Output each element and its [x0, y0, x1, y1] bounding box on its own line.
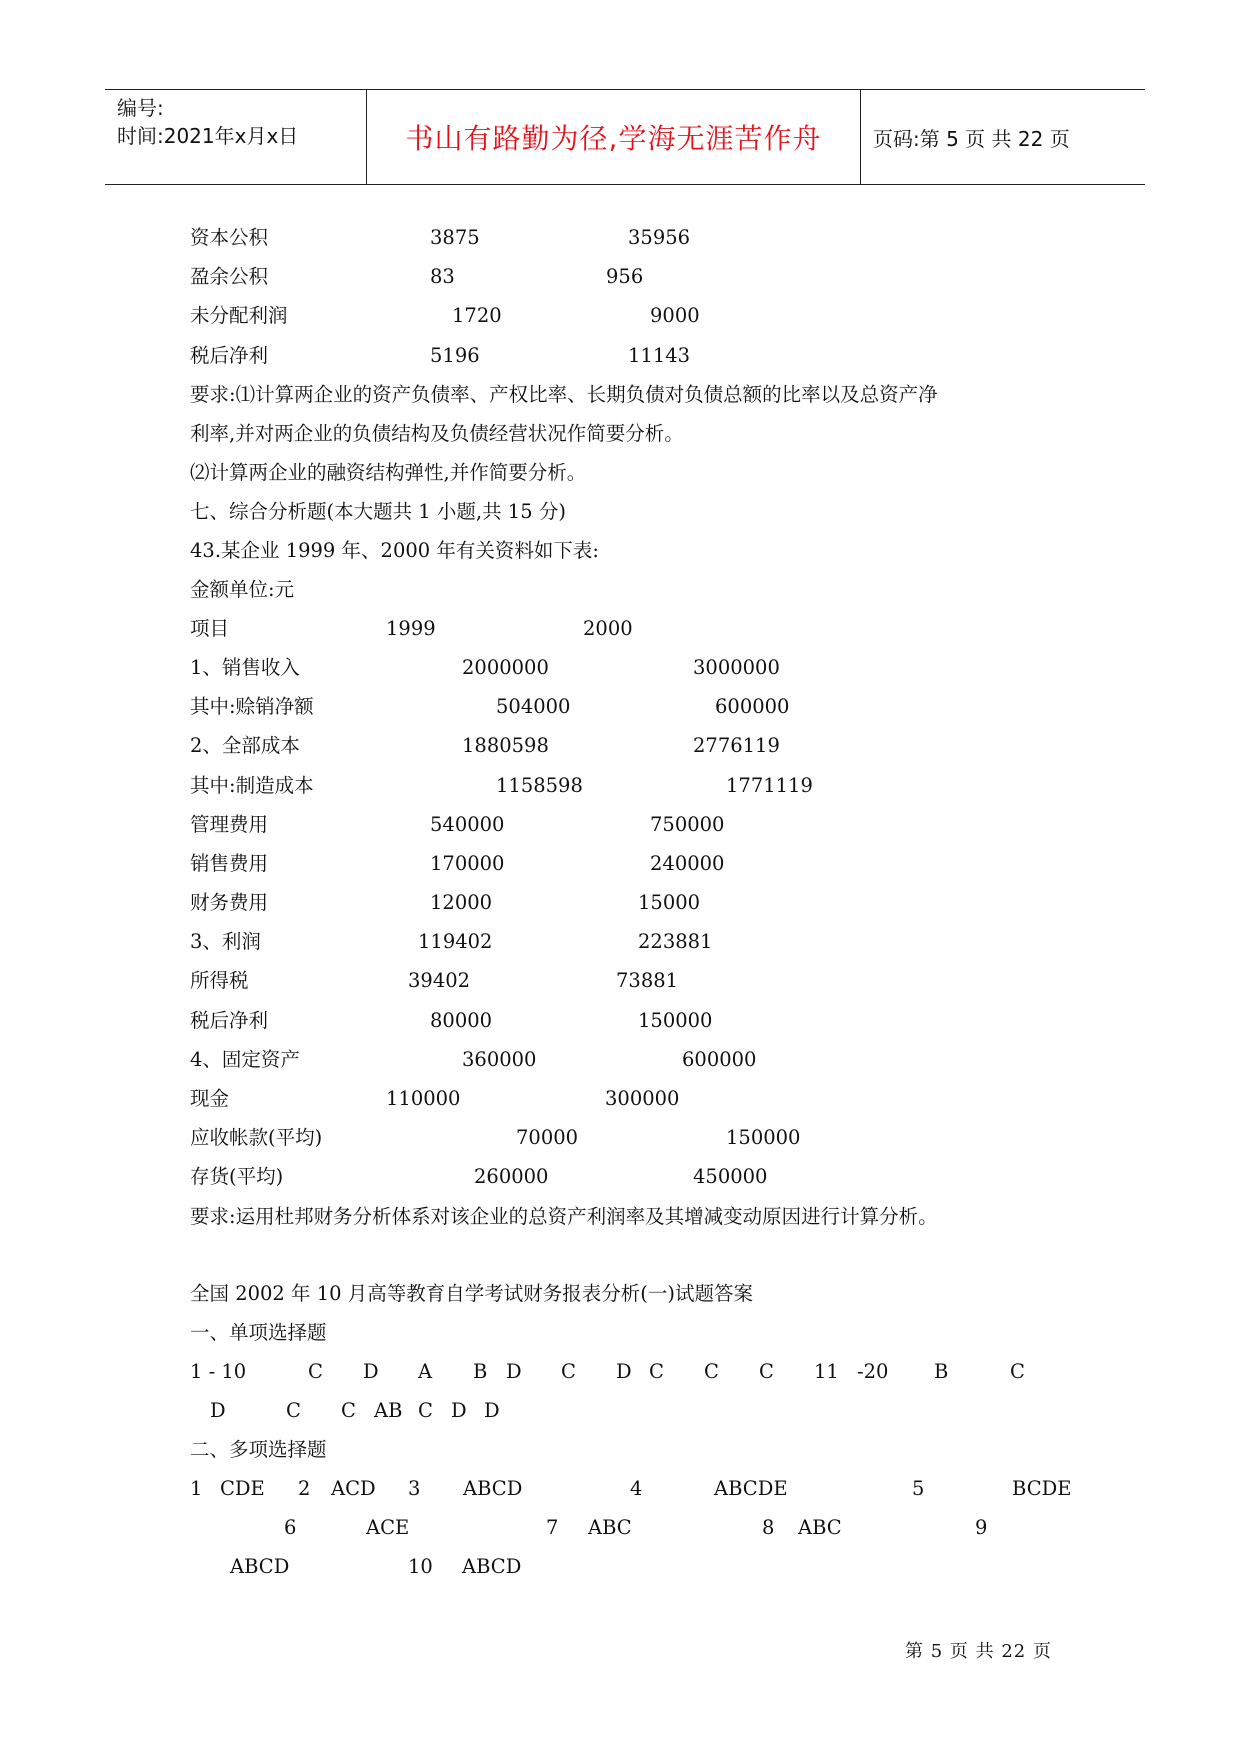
table-row — [190, 1001, 1090, 1040]
table-row — [190, 1040, 1090, 1079]
document-body — [190, 218, 1090, 1587]
answer-token: C — [418, 1398, 433, 1422]
single-choice-answers-line-1 — [190, 1352, 1090, 1391]
answer-token: C — [704, 1359, 719, 1383]
row-value-a: 39402 — [408, 969, 471, 993]
row-value-b: 35956 — [628, 226, 691, 249]
table-row — [190, 844, 1090, 883]
financial-table — [190, 609, 1090, 1197]
row-item: 税后净利 — [190, 343, 269, 367]
row-item: 其中:制造成本 — [190, 773, 314, 797]
answer-token: 4 — [630, 1476, 643, 1500]
answer-token: 1 — [190, 1476, 203, 1500]
answer-token: B — [934, 1359, 949, 1383]
table-row — [190, 218, 1090, 257]
requirement-43: 要求:运用杜邦财务分析体系对该企业的总资产利润率及其增减变动原因进行计算分析。 — [190, 1204, 938, 1228]
answer-token: C — [286, 1398, 301, 1422]
requirement-1-line-2: 利率,并对两企业的负债结构及负债经营状况作简要分析。 — [190, 421, 684, 445]
row-value-b: 150000 — [638, 1008, 713, 1032]
row-value-b: 956 — [606, 265, 644, 289]
page-footer: 第 5 页 共 22 页 — [905, 1641, 1052, 1662]
answer-token: ACD — [331, 1476, 376, 1500]
row-item: 所得税 — [190, 969, 249, 993]
table-row — [190, 726, 1090, 765]
row-value-a: 1158598 — [496, 773, 583, 797]
row-value-a: 3875 — [430, 226, 480, 249]
motto: 书山有路勤为径,学海无涯苦作舟 — [367, 90, 861, 184]
table-row — [190, 336, 1090, 375]
row-item: 4、固定资产 — [190, 1047, 300, 1071]
row-value-b: 300000 — [605, 1087, 680, 1110]
answer-token: 3 — [408, 1476, 421, 1500]
answer-token: D — [451, 1398, 467, 1422]
row-value-b: 9000 — [650, 304, 700, 328]
answer-token: 1 - 10 — [190, 1359, 247, 1383]
multi-choice-answers-line-2 — [190, 1508, 1090, 1547]
section-7-heading: 七、综合分析题(本大题共 1 小题,共 15 分) — [190, 499, 566, 523]
balance-table — [190, 218, 1090, 375]
row-item: 财务费用 — [190, 891, 269, 915]
row-value-a: 360000 — [462, 1047, 537, 1071]
row-item: 税后净利 — [190, 1008, 269, 1032]
row-value-a: 2000000 — [462, 655, 549, 679]
row-item: 管理费用 — [190, 812, 269, 836]
answer-token: 10 — [408, 1555, 433, 1579]
row-value-b: 11143 — [628, 343, 691, 367]
row-value-a: 80000 — [430, 1008, 493, 1032]
row-value-b: 450000 — [693, 1165, 768, 1189]
row-value-b: 2776119 — [693, 734, 780, 758]
row-value-a: 70000 — [516, 1126, 579, 1150]
answer-token: A — [418, 1359, 433, 1383]
answer-token: ABCD — [463, 1476, 523, 1500]
row-value-a: 12000 — [430, 891, 493, 915]
table-row — [190, 1118, 1090, 1157]
answer-token: D — [484, 1398, 500, 1422]
header-left-cell — [105, 90, 367, 184]
table-row — [190, 1079, 1090, 1118]
row-value-a: 1720 — [452, 304, 502, 328]
row-item: 销售费用 — [190, 851, 269, 875]
requirement-1 — [190, 375, 1070, 609]
answer-token: 11 — [814, 1359, 839, 1383]
row-value-b: 15000 — [638, 891, 701, 915]
row-item: 其中:赊销净额 — [190, 695, 314, 719]
page-label: 页码:第 5 页 共 22 页 — [873, 126, 1070, 151]
answer-token: ABCD — [462, 1555, 522, 1579]
answer-token: C — [759, 1359, 774, 1383]
table-row — [190, 805, 1090, 844]
answer-token: ABCD — [230, 1555, 290, 1579]
answer-token: 9 — [975, 1516, 988, 1540]
row-value-b: 600000 — [682, 1047, 757, 1071]
row-value-b: 2000 — [583, 616, 633, 640]
row-value-b: 240000 — [650, 851, 725, 875]
row-item: 现金 — [190, 1087, 230, 1110]
multi-choice-answers-line-3 — [190, 1547, 1090, 1586]
table-row — [190, 609, 1090, 648]
row-value-b: 223881 — [638, 930, 713, 954]
table-row — [190, 687, 1090, 726]
time-label: 时间:2021年x月x日 — [117, 124, 299, 148]
row-item: 资本公积 — [190, 226, 269, 249]
row-value-b: 3000000 — [693, 655, 780, 679]
answer-token: C — [1010, 1359, 1025, 1383]
answer-token: 7 — [546, 1516, 559, 1540]
row-item: 项目 — [190, 616, 230, 640]
row-value-b: 600000 — [715, 695, 790, 719]
answer-token: C — [649, 1359, 664, 1383]
row-value-b: 750000 — [650, 812, 725, 836]
row-value-a: 83 — [430, 265, 455, 289]
answer-token: 8 — [762, 1516, 775, 1540]
answer-token: AB — [374, 1398, 403, 1422]
table-row — [190, 257, 1090, 296]
row-value-a: 1880598 — [462, 734, 549, 758]
answer-token: ABC — [588, 1516, 632, 1540]
row-value-b: 1771119 — [726, 773, 813, 797]
row-value-a: 5196 — [430, 343, 480, 367]
answer-token: ACE — [366, 1516, 410, 1540]
answer-token: 6 — [284, 1516, 297, 1540]
answer-token: ABCDE — [714, 1476, 788, 1500]
table-row — [190, 883, 1090, 922]
table-row — [190, 922, 1090, 961]
table-row — [190, 766, 1090, 805]
answer-token: CDE — [220, 1476, 265, 1500]
requirement-1-line-1: 要求:⑴计算两企业的资产负债率、产权比率、长期负债对负债总额的比率以及总资产净 — [190, 382, 938, 406]
answer-token: 2 — [298, 1476, 311, 1500]
row-item: 未分配利润 — [190, 304, 288, 328]
table-row — [190, 648, 1090, 687]
table-row — [190, 296, 1090, 335]
answer-token: C — [341, 1398, 356, 1422]
answer-token: B — [473, 1359, 488, 1383]
row-value-a: 170000 — [430, 851, 505, 875]
row-item: 3、利润 — [190, 930, 261, 954]
question-43: 43.某企业 1999 年、2000 年有关资料如下表: — [190, 538, 599, 562]
answer-token: C — [561, 1359, 576, 1383]
multi-choice-answers-line-1 — [190, 1469, 1090, 1508]
single-choice-answers-line-2 — [190, 1391, 1090, 1430]
row-value-a: 540000 — [430, 812, 505, 836]
row-value-a: 1999 — [386, 616, 436, 640]
row-value-a: 260000 — [474, 1165, 549, 1189]
row-item: 应收帐款(平均) — [190, 1126, 323, 1150]
row-value-b: 150000 — [726, 1126, 801, 1150]
number-label: 编号: — [117, 96, 164, 120]
section-2-heading: 二、多项选择题 — [190, 1437, 327, 1461]
answer-token: D — [210, 1398, 226, 1422]
requirement-2: ⑵计算两企业的融资结构弹性,并作简要分析。 — [190, 460, 587, 484]
row-value-a: 110000 — [386, 1087, 461, 1110]
header-table — [105, 89, 1145, 185]
answer-token: BCDE — [1012, 1476, 1072, 1500]
answer-token: D — [363, 1359, 379, 1383]
table-row — [190, 961, 1090, 1000]
row-item: 2、全部成本 — [190, 734, 300, 758]
amount-unit: 金额单位:元 — [190, 577, 295, 601]
row-item: 盈余公积 — [190, 265, 269, 289]
row-value-a: 119402 — [418, 930, 493, 954]
row-value-a: 504000 — [496, 695, 571, 719]
answer-token: C — [308, 1359, 323, 1383]
answer-token: -20 — [857, 1359, 889, 1383]
row-value-b: 73881 — [616, 969, 679, 993]
answer-title: 全国 2002 年 10 月高等教育自学考试财务报表分析(一)试题答案 — [190, 1281, 753, 1305]
answer-token: D — [506, 1359, 522, 1383]
table-row — [190, 1157, 1090, 1196]
answer-token: ABC — [798, 1516, 842, 1540]
section-1-heading: 一、单项选择题 — [190, 1320, 327, 1344]
answer-token: 5 — [912, 1476, 925, 1500]
spacer — [190, 1236, 1090, 1274]
row-item: 1、销售收入 — [190, 655, 300, 679]
row-item: 存货(平均) — [190, 1165, 284, 1189]
answer-token: D — [616, 1359, 632, 1383]
